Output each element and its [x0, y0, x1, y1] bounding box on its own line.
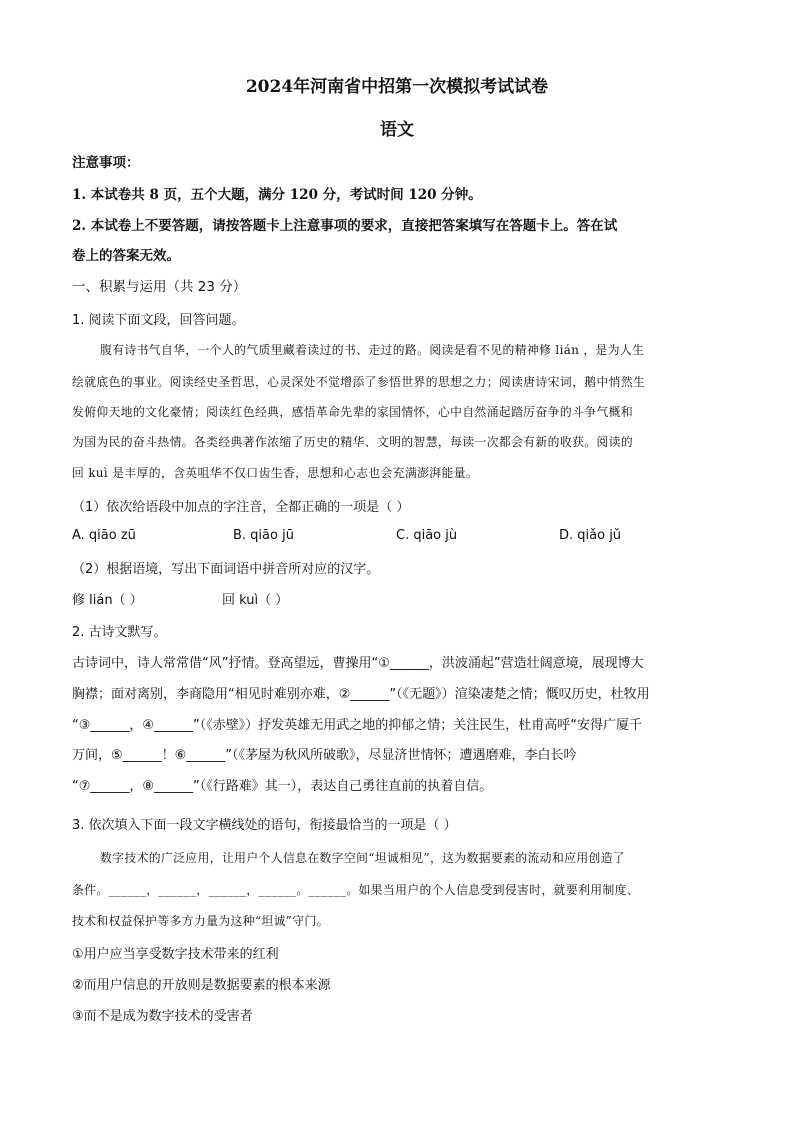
- q1-stem: 1. 阅读下面文段，回答问题。: [72, 313, 245, 328]
- notice-item-2a: 2. 本试卷上不要答题，请按答题卡上注意事项的要求，直接把答案填写在答题卡上。答在试: [72, 218, 618, 234]
- notice-heading: 注意事项：: [72, 155, 140, 171]
- q2-line: “⑦______，⑧______”（《行路难》其一），表达自己勇往直前的执着自信。: [72, 779, 493, 794]
- q1-passage-line: 为国为民的奋斗热情。各类经典著作浓缩了历史的精华、文明的智慧，每读一次都会有新的收获。阅读的: [72, 435, 634, 449]
- q3-passage-line: 条件。______，______，______，______。______。如果当用户的个人信息受到侵害时，就要利用制度、: [72, 883, 640, 897]
- q1-sub1: （1）依次给语段中加点的字注音，全都正确的一项是（ ）: [72, 500, 410, 515]
- q3-stem: 3. 依次填入下面一段文字横线处的语句，衔接最恰当的一项是（ ）: [72, 818, 457, 833]
- q1-option-c: C. qiāo jù: [396, 528, 458, 543]
- q1-sub2: （2）根据语境，写出下面词语中拼音所对应的汉字。: [72, 562, 380, 577]
- q3-passage-line: 技术和权益保护等多方力量为这种“坦诚”守门。: [72, 914, 329, 928]
- q1-option-b: B. qiāo jū: [233, 528, 294, 543]
- q3-item: ③而不是成为数字技术的受害者: [72, 1009, 253, 1024]
- q1-option-d: D. qiǎo jǔ: [559, 528, 622, 543]
- q2-line: 古诗词中，诗人常常借“风”抒情。登高望远，曹操用“①______，洪波涌起”营造壮阔意境，展现博大: [72, 656, 644, 671]
- exam-title: 2024年河南省中招第一次模拟考试试卷: [245, 77, 549, 97]
- section-heading: 一、积累与运用（共 23 分）: [72, 279, 247, 295]
- notice-item-1: 1. 本试卷共 8 页，五个大题，满分 120 分，考试时间 120 分钟。: [72, 187, 482, 203]
- q2-stem: 2. 古诗文默写。: [72, 625, 167, 640]
- notice-item-2b: 卷上的答案无效。: [72, 248, 180, 264]
- q1-fill-kui: 回 kuì（ ）: [222, 593, 289, 608]
- q1-passage-line: 绘就底色的事业。阅读经史圣哲思，心灵深处不觉增添了参悟世界的思想之力；阅读唐诗宋词，鹅中悄然生: [72, 375, 646, 389]
- q1-passage-line: 腹有诗书气自华，一个人的气质里藏着读过的书、走过的路。阅读是看不见的精神修 lián ，是为人生: [100, 343, 645, 357]
- q3-passage-line: 数字技术的广泛应用，让用户个人信息在数字空间“坦诚相见”，这为数据要素的流动和应用创造了: [100, 851, 626, 865]
- q1-fill-lian: 修 lián（ ）: [72, 593, 143, 608]
- q2-line: 胸襟；面对离别，李商隐用“相见时难别亦难，②______”（《无题》）渲染凄楚之情；慨叹历史，杜牧用: [72, 687, 650, 702]
- q3-item: ①用户应当享受数字技术带来的红利: [72, 947, 279, 962]
- q1-option-a: A. qiāo zū: [72, 528, 136, 543]
- exam-subject: 语文: [380, 120, 414, 140]
- q1-passage-line: 发俯仰天地的文化豪情；阅读红色经典，感悟革命先辈的家国情怀，心中自然涌起踏厉奋争的斗争气概和: [72, 405, 634, 419]
- q3-item: ②而用户信息的开放则是数据要素的根本来源: [72, 978, 331, 993]
- q2-line: 万间，⑤______！⑥______”（《茅屋为秋风所破歌》，尽显济世情怀；遭遇磨难，李白长吟: [72, 748, 577, 763]
- q2-line: “③______，④______”（《赤壁》）抒发英雄无用武之地的抑郁之情；关注民生，杜甫高呼“安得广厦千: [72, 718, 643, 733]
- q1-passage-line: 回 kuì 是丰厚的，含英咀华不仅口齿生香，思想和心志也会充满澎湃能量。: [72, 466, 479, 480]
